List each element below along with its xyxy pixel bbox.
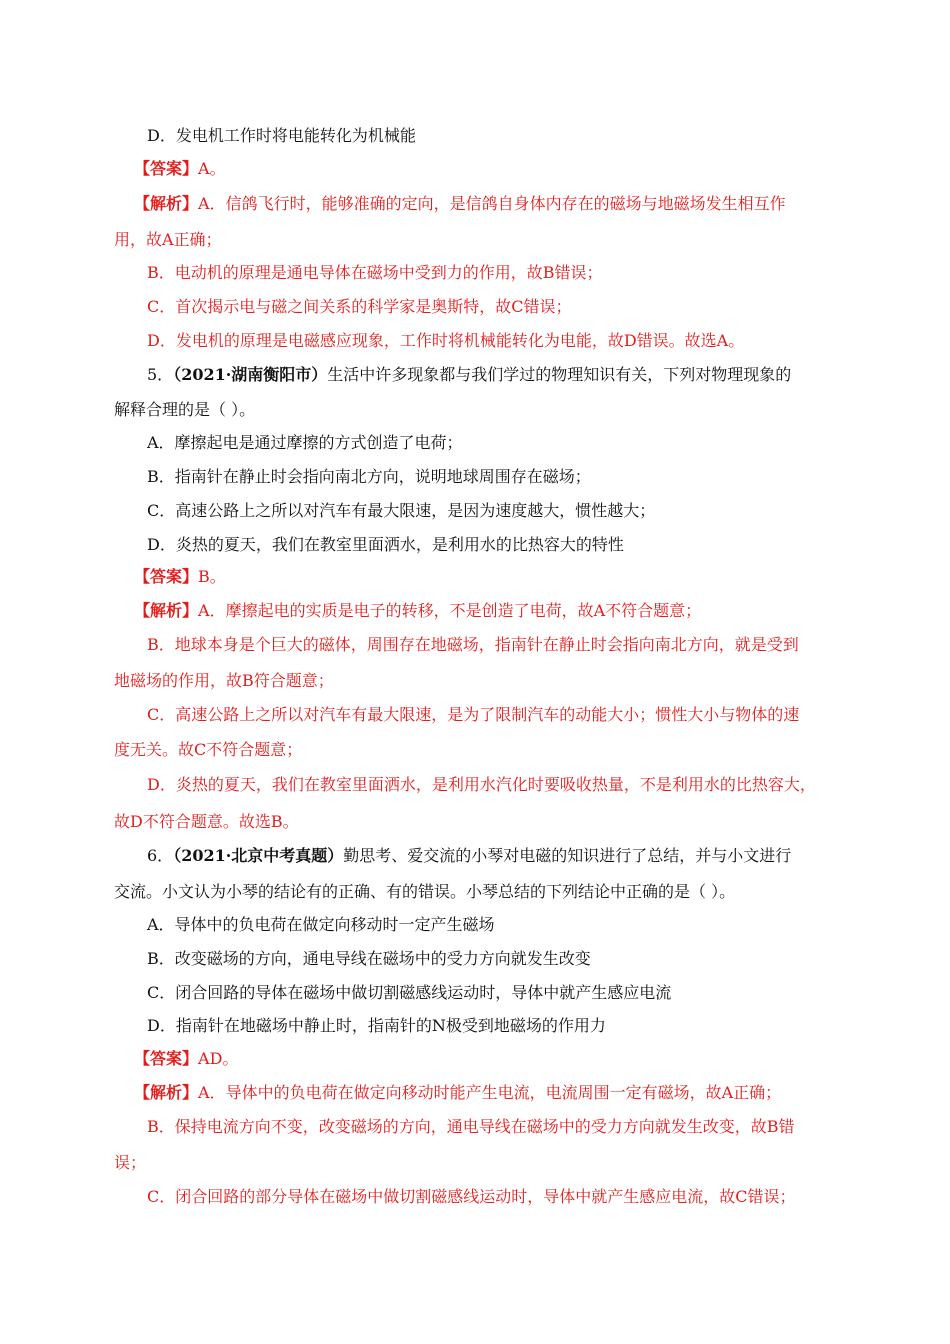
answer-label: 【答案】 (134, 159, 199, 178)
analysis-label: 【解析】 (134, 1083, 199, 1102)
q6-option-c: C．闭合回路的导体在磁场中做切割磁感线运动时，导体中就产生感应电流 (147, 983, 672, 1002)
q5-analysis-line-5: 度无关。故C不符合题意； (114, 740, 303, 759)
q5-stem-line-1: 5．（2021·湖南衡阳市）生活中许多现象都与我们学过的物理知识有关，下列对物理现象的 (147, 365, 792, 384)
q5-analysis-line-2: B．地球本身是个巨大的磁体，周围存在地磁场，指南针在静止时会指向南北方向，就是受到 (147, 635, 799, 654)
q6-analysis-line-4: C．闭合回路的部分导体在磁场中做切割磁感线运动时，导体中就产生感应电流，故C错误； (147, 1187, 796, 1206)
q6-answer: 【答案】AD。 (134, 1049, 239, 1068)
analysis-label: 【解析】 (134, 194, 199, 213)
q6-stem-line-1: 6．（2021·北京中考真题）勤思考、爱交流的小琴对电磁的知识进行了总结，并与小文进行 (147, 846, 792, 865)
q6-option-d: D．指南针在地磁场中静止时，指南针的N极受到地磁场的作用力 (147, 1016, 606, 1035)
q6-option-a: A．导体中的负电荷在做定向移动时一定产生磁场 (147, 915, 495, 934)
q5-analysis-line-3: 地磁场的作用，故B符合题意； (114, 671, 334, 690)
q5-answer: 【答案】B。 (134, 567, 226, 586)
answer-label: 【答案】 (134, 567, 199, 586)
q5-analysis-line-6: D．炎热的夏天，我们在教室里面洒水，是利用水汽化时要吸收热量，不是利用水的比热容大， (147, 775, 816, 794)
q4-analysis-line-4: C．首次揭示电与磁之间关系的科学家是奥斯特，故C错误； (147, 297, 572, 316)
q4-option-d: D．发电机工作时将电能转化为机械能 (147, 126, 416, 145)
q6-analysis-line-2: B．保持电流方向不变，改变磁场的方向，通电导线在磁场中的受力方向就发生改变，故B错 (147, 1117, 795, 1136)
q5-stem-line-2: 解释合理的是（ ）。 (114, 400, 256, 419)
question-source: （2021·北京中考真题） (173, 846, 344, 865)
q5-analysis-line-7: 故D不符合题意。故选B。 (114, 812, 299, 831)
q4-answer: 【答案】A。 (134, 159, 226, 178)
q5-analysis-line-1: 【解析】A．摩擦起电的实质是电子的转移，不是创造了电荷，故A不符合题意； (134, 601, 702, 620)
q5-option-c: C．高速公路上之所以对汽车有最大限速，是因为速度越大，惯性越大； (147, 501, 656, 520)
q4-analysis-line-2: 用，故A正确； (114, 230, 222, 249)
q6-analysis-line-3: 误； (114, 1153, 147, 1172)
q4-analysis-line-1: 【解析】A．信鸽飞行时，能够准确的定向，是信鸽自身体内存在的磁场与地磁场发生相互作 (134, 194, 786, 213)
q5-option-b: B．指南针在静止时会指向南北方向，说明地球周围存在磁场； (147, 467, 591, 486)
q6-option-b: B．改变磁场的方向，通电导线在磁场中的受力方向就发生改变 (147, 949, 591, 968)
q6-analysis-line-1: 【解析】A．导体中的负电荷在做定向移动时能产生电流，电流周围一定有磁场，故A正确； (134, 1083, 782, 1102)
question-source: （2021·湖南衡阳市） (173, 365, 328, 384)
question-number: 5． (147, 365, 174, 384)
q5-analysis-line-4: C．高速公路上之所以对汽车有最大限速，是为了限制汽车的动能大小；惯性大小与物体的速 (147, 705, 800, 724)
q4-analysis-line-5: D．发电机的原理是电磁感应现象，工作时将机械能转化为电能，故D错误。故选A。 (147, 331, 745, 350)
q6-stem-line-2: 交流。小文认为小琴的结论有的正确、有的错误。小琴总结的下列结论中正确的是（ ）。 (114, 882, 736, 901)
answer-label: 【答案】 (134, 1049, 199, 1068)
q5-option-d: D．炎热的夏天，我们在教室里面洒水，是利用水的比热容大的特性 (147, 535, 624, 554)
question-number: 6． (147, 846, 174, 865)
analysis-label: 【解析】 (134, 601, 199, 620)
q5-option-a: A．摩擦起电是通过摩擦的方式创造了电荷； (147, 433, 463, 452)
q4-analysis-line-3: B．电动机的原理是通电导体在磁场中受到力的作用，故B错误； (147, 263, 603, 282)
